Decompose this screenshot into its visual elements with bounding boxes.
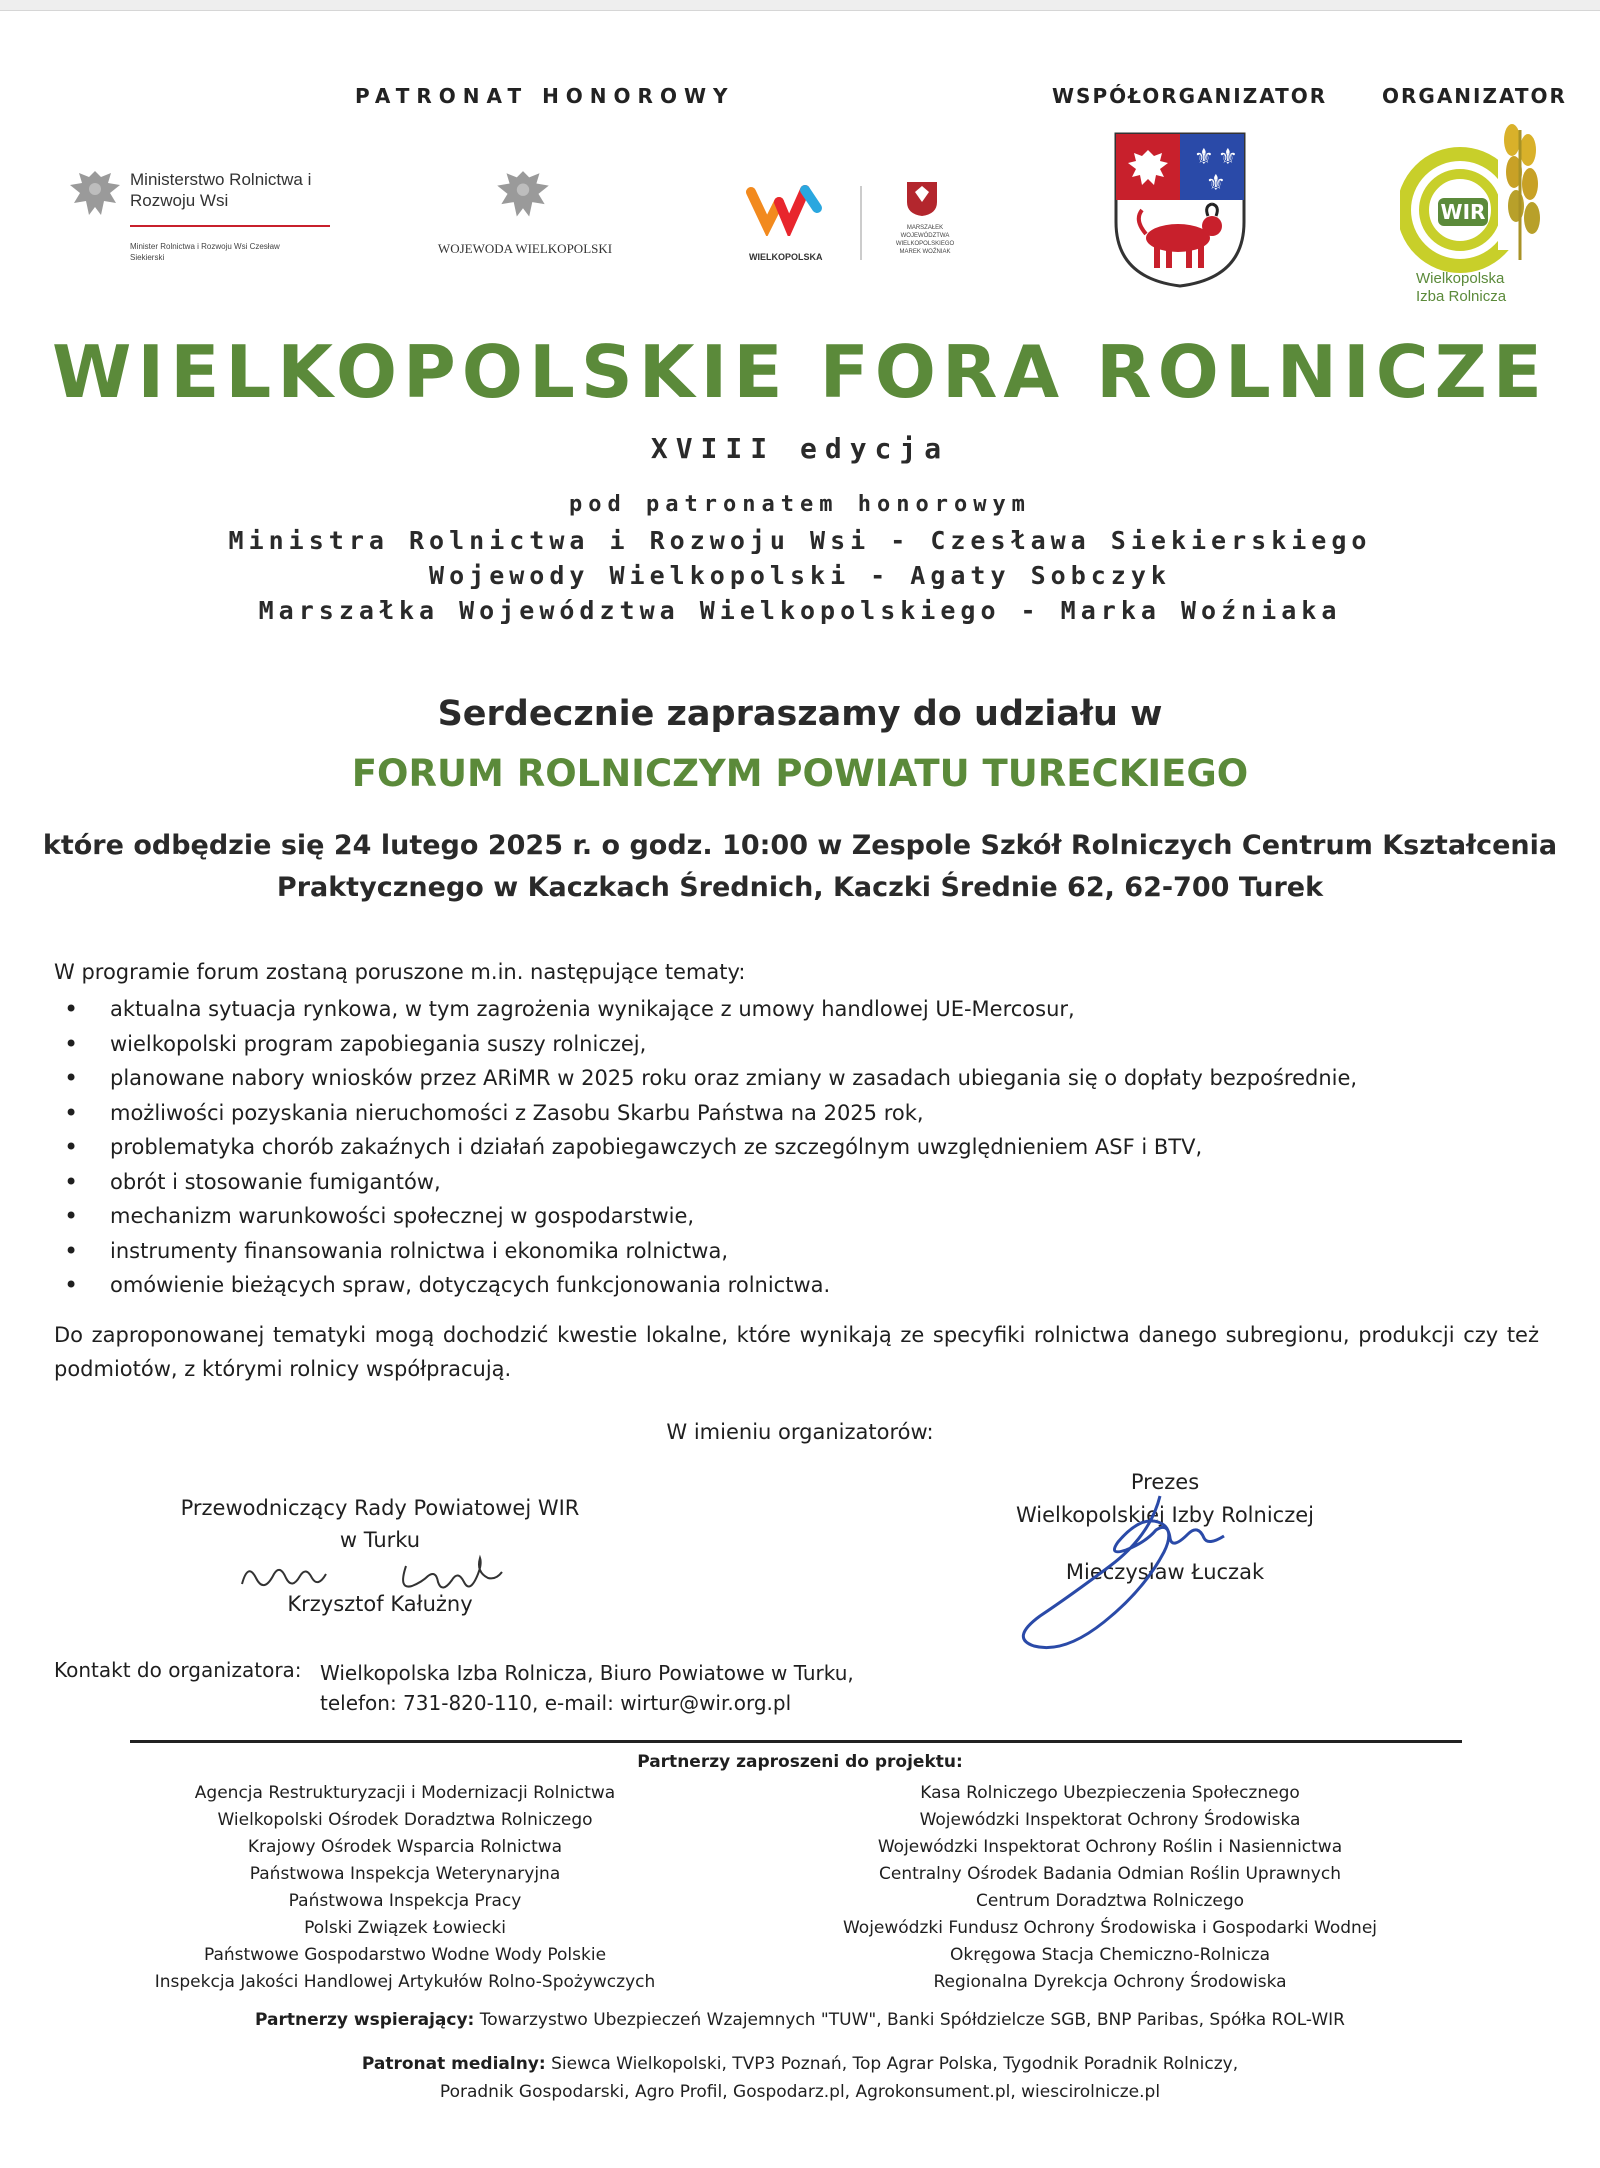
list-item: • mechanizm warunkowości społecznej w gospodarstwie, xyxy=(54,1199,1554,1234)
media-label: Patronat medialny: xyxy=(361,2054,546,2074)
left-signatory xyxy=(170,1492,590,1556)
wojewoda-logo xyxy=(405,165,645,265)
divider xyxy=(130,1740,1462,1743)
list-item: Okręgowa Stacja Chemiczno-Rolnicza xyxy=(950,1945,1270,1965)
left-signatory-title: Przewodniczący Rady Powiatowej WIR xyxy=(180,1496,580,1520)
partners-left-list xyxy=(130,1780,680,1996)
list-item: Państwowa Inspekcja Weterynaryjna xyxy=(249,1864,561,1884)
right-signatory-title: Prezes xyxy=(1130,1470,1200,1494)
patronage-line: Marszałka Województwa Wielkopolskiego - Marka Woźniaka xyxy=(258,596,1342,625)
ministry-logo-rule xyxy=(130,225,330,227)
supporting-label: Partnerzy wspierający: xyxy=(255,2010,475,2030)
media-line: Siewca Wielkopolski, TVP3 Poznań, Top Agrar Polska, Tygodnik Poradnik Rolniczy, xyxy=(551,2054,1239,2074)
list-item: Państwowe Gospodarstwo Wodne Wody Polskie xyxy=(203,1945,607,1965)
svg-text:⚜: ⚜ xyxy=(1194,145,1214,170)
wielkopolska-logo xyxy=(745,180,985,270)
program-note: Do zaproponowanej tematyki mogą dochodzić kwestie lokalne, które wynikają ze specyfiki rolnictwa danego subregionu, produkcji czy też podmiotów, z którymi rolnicy współpracują. xyxy=(54,1323,1539,1381)
list-item: Polski Związek Łowiecki xyxy=(304,1918,506,1938)
logo-divider xyxy=(860,186,862,260)
event-details: które odbędzie się 24 lutego 2025 r. o godz. 10:00 w Zespole Szkół Rolniczych Centrum Kształcenia xyxy=(42,830,1558,861)
left-signatory-title: w Turku xyxy=(339,1528,421,1552)
media-line: Poradnik Gospodarski, Agro Profil, Gospodarz.pl, Agrokonsument.pl, wiescirolnicze.pl xyxy=(439,2082,1161,2102)
organizator-label: ORGANIZATOR xyxy=(1382,84,1567,108)
edition-label: XVIII edycja xyxy=(650,432,950,465)
right-signatory-name: Mieczysław Łuczak xyxy=(1065,1560,1265,1584)
wielkopolska-w-icon xyxy=(745,180,825,236)
list-item: • planowane nabory wniosków przez ARiMR w 2025 roku oraz zmiany w zasadach ubiegania się o dopłaty bezpośrednie, xyxy=(54,1061,1554,1096)
contact-details xyxy=(320,1658,854,1718)
wielkopolska-logo-text: WIELKOPOLSKA xyxy=(749,252,823,262)
svg-text:⚜: ⚜ xyxy=(1218,145,1238,170)
list-item: Wielkopolski Ośrodek Doradztwa Rolniczego xyxy=(217,1810,593,1830)
topics-list xyxy=(54,992,1554,1303)
patronat-label: PATRONAT HONOROWY xyxy=(355,84,735,108)
patronage-line: Ministra Rolnictwa i Rozwoju Wsi - Czesława Siekierskiego xyxy=(228,526,1372,555)
list-item: Państwowa Inspekcja Pracy xyxy=(288,1891,522,1911)
ministry-logo xyxy=(64,165,344,275)
media-patronage xyxy=(0,2050,1600,2106)
contact-line: Wielkopolska Izba Rolnicza, Biuro Powiatowe w Turku, xyxy=(320,1661,854,1685)
eagle-emblem-icon xyxy=(490,165,556,233)
partners-header: Partnerzy zaproszeni do projektu: xyxy=(637,1752,963,1772)
turek-coat-of-arms xyxy=(1112,130,1248,290)
contact-line: telefon: 731-820-110, e-mail: wirtur@wir.org.pl xyxy=(320,1691,792,1715)
eagle-emblem-icon xyxy=(64,165,126,231)
program-intro: W programie forum zostaną poruszone m.in. następujące tematy: xyxy=(54,960,746,984)
supporting-partners xyxy=(0,2010,1600,2030)
top-border xyxy=(0,0,1600,11)
event-details: Praktycznego w Kaczkach Średnich, Kaczki Średnie 62, 62-700 Turek xyxy=(276,872,1324,903)
forum-name: FORUM ROLNICZYM POWIATU TURECKIEGO xyxy=(351,752,1249,795)
list-item: Centrum Doradztwa Rolniczego xyxy=(975,1891,1245,1911)
handwritten-signature-right xyxy=(1010,1490,1240,1660)
list-item: Kasa Rolniczego Ubezpieczenia Społecznego xyxy=(920,1783,1300,1803)
svg-text:⚜: ⚜ xyxy=(1206,171,1226,196)
list-item: Agencja Restrukturyzacji i Modernizacji Rolnictwa xyxy=(194,1783,616,1803)
wir-logo-text: Wielkopolska Izba Rolnicza xyxy=(1416,270,1507,305)
list-item: • problematyka chorób zakaźnych i działań zapobiegawczych ze szczególnym uwzględnieniem ASF i BTV, xyxy=(54,1130,1554,1165)
wspolorganizator-label: WSPÓŁORGANIZATOR xyxy=(1052,84,1328,108)
partners-right-list xyxy=(800,1780,1420,1996)
wir-wheat-icon xyxy=(1400,110,1550,280)
ministry-logo-text: Ministerstwo Rolnictwa i Rozwoju Wsi xyxy=(130,170,312,210)
on-behalf-label: W imieniu organizatorów: xyxy=(666,1420,934,1444)
marszalek-shield-icon xyxy=(905,180,939,218)
ministry-logo-subtext: Minister Rolnictwa i Rozwoju Wsi Czesław Siekierski xyxy=(130,242,280,262)
supporting-text: Towarzystwo Ubezpieczeń Wzajemnych "TUW", Banki Spółdzielcze SGB, BNP Paribas, Spółka ROL-WIR xyxy=(479,2010,1345,2030)
right-signatory-title: Wielkopolskiej Izby Rolniczej xyxy=(1016,1503,1314,1527)
list-item: • aktualna sytuacja rynkowa, w tym zagrożenia wynikające z umowy handlowej UE-Mercosur, xyxy=(54,992,1554,1027)
list-item: • wielkopolski program zapobiegania suszy rolniczej, xyxy=(54,1027,1554,1062)
wir-logo xyxy=(1400,110,1550,320)
list-item: Wojewódzki Inspektorat Ochrony Środowiska xyxy=(919,1810,1301,1830)
wir-badge: WIR xyxy=(1440,200,1486,224)
wojewoda-logo-text: WOJEWODA WIELKOPOLSKI xyxy=(437,241,613,256)
marszalek-logo-text: MARSZAŁEK WOJEWÓDZTWA WIELKOPOLSKIEGO MAREK WOŹNIAK xyxy=(895,225,955,255)
patronage-line: Wojewody Wielkopolski - Agaty Sobczyk xyxy=(429,561,1171,590)
contact-label: Kontakt do organizatora: xyxy=(54,1658,302,1682)
left-signatory-name: Krzysztof Kałużny xyxy=(287,1592,473,1616)
list-item: Centralny Ośrodek Badania Odmian Roślin Uprawnych xyxy=(879,1864,1341,1884)
list-item: Wojewódzki Fundusz Ochrony Środowiska i Gospodarki Wodnej xyxy=(842,1918,1378,1938)
list-item: Inspekcja Jakości Handlowej Artykułów Rolno-Spożywczych xyxy=(154,1972,656,1992)
list-item: • omówienie bieżących spraw, dotyczących funkcjonowania rolnictwa. xyxy=(54,1268,1554,1303)
list-item: Wojewódzki Inspektorat Ochrony Roślin i Nasiennictwa xyxy=(877,1837,1343,1857)
list-item: • możliwości pozyskania nieruchomości z Zasobu Skarbu Państwa na 2025 rok, xyxy=(54,1096,1554,1131)
list-item: • obrót i stosowanie fumigantów, xyxy=(54,1165,1554,1200)
list-item: • instrumenty finansowania rolnictwa i ekonomika rolnictwa, xyxy=(54,1234,1554,1269)
list-item: Krajowy Ośrodek Wsparcia Rolnictwa xyxy=(247,1837,563,1857)
page-title: WIELKOPOLSKIE FORA ROLNICZE xyxy=(51,330,1548,414)
list-item: Regionalna Dyrekcja Ochrony Środowiska xyxy=(933,1972,1287,1992)
patronage-intro: pod patronatem honorowym xyxy=(569,492,1031,517)
coat-of-arms-icon xyxy=(1112,130,1248,290)
invite-line: Serdecznie zapraszamy do udziału w xyxy=(437,694,1163,734)
